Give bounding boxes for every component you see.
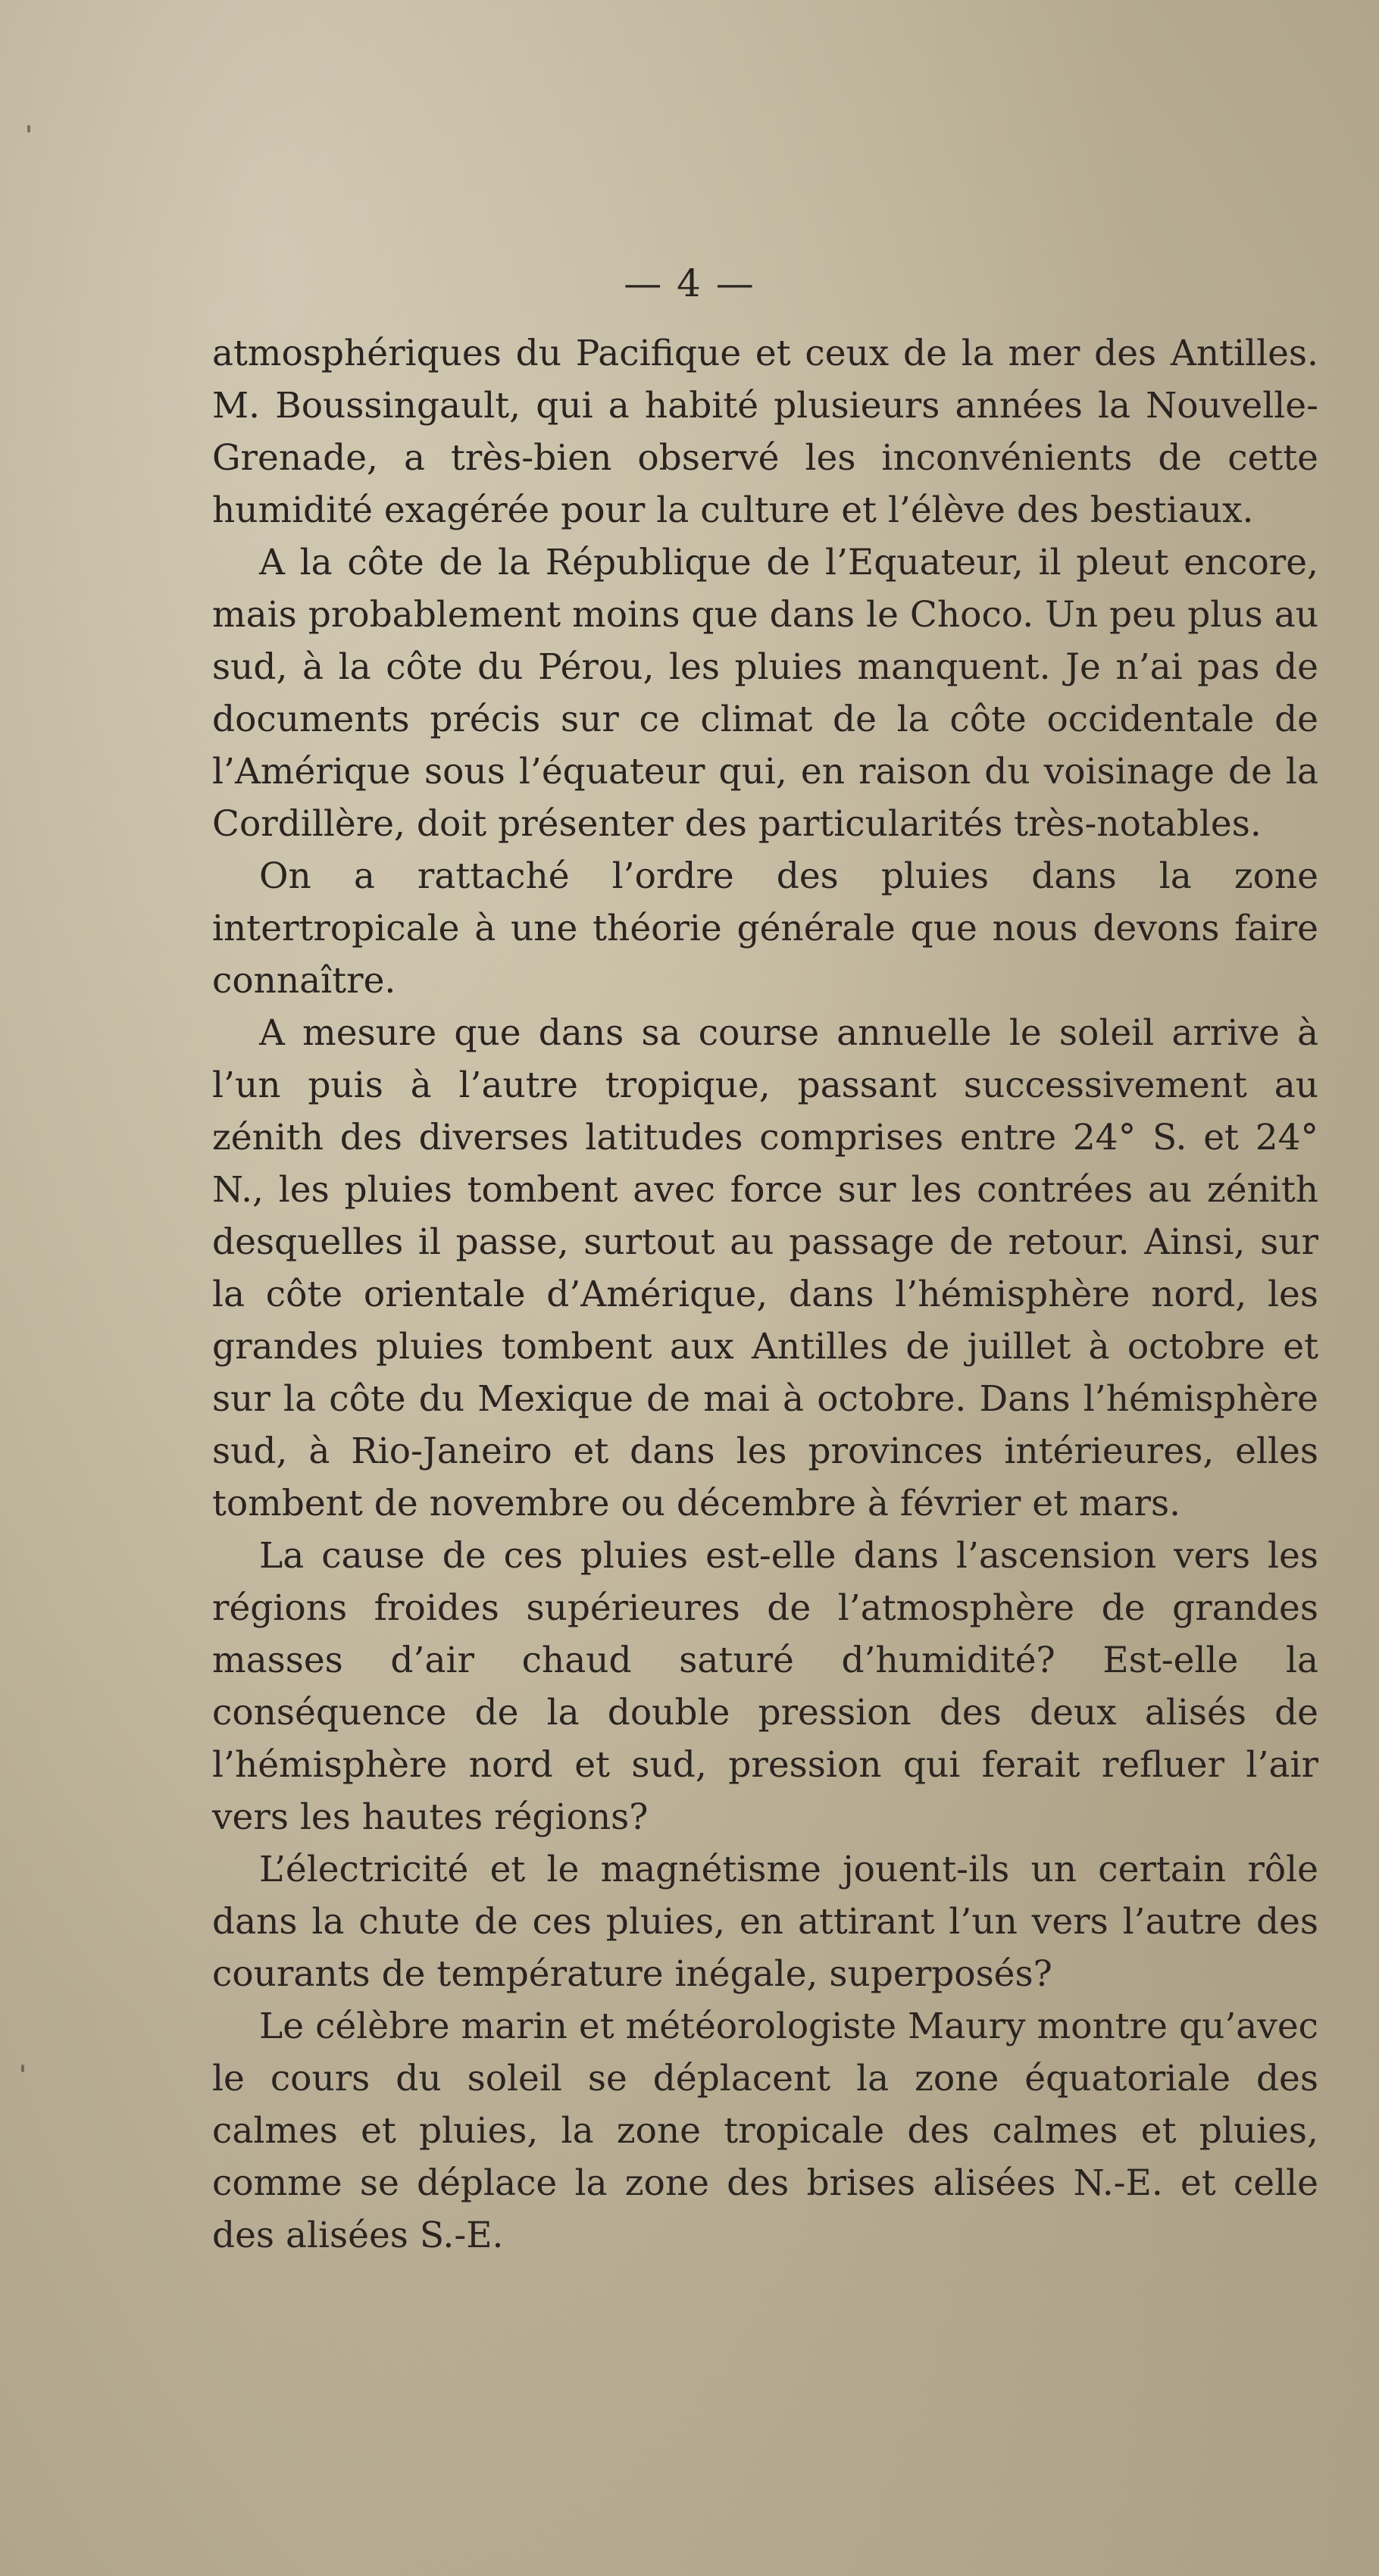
- paragraph: atmosphériques du Pacifique et ceux de la mer des Antilles. M. Boussingault, qui a habité plusieurs années la Nouvelle-Grenade, a très-bien observé les inconvénients de cette humidité exagérée pour la culture et l’élève des bestiaux.: [212, 333, 1318, 531]
- paragraph: A la côte de la République de l’Equateur, il pleut encore, mais probablement moins que dans le Choco. Un peu plus au sud, à la côte du Pérou, les pluies manquent. Je n’ai pas de documents précis sur ce climat de la côte occidentale de l’Amérique sous l’équateur qui, en raison du voisinage de la Cordillère, doit présenter des particularités très-notables.: [212, 542, 1318, 845]
- scan-speck: [27, 125, 30, 133]
- page-number: — 4 —: [624, 261, 755, 305]
- body-text: [212, 327, 1318, 2262]
- scan-speck: [21, 2065, 24, 2072]
- paragraph: L’électricité et le magnétisme jouent-ils un certain rôle dans la chute de ces pluies, en attirant l’un vers l’autre des courants de température inégale, superposés?: [212, 1849, 1318, 1995]
- paragraph: A mesure que dans sa course annuelle le soleil arrive à l’un puis à l’autre tropique, passant successivement au zénith des diverses latitudes comprises entre 24° S. et 24° N., les pluies tombent avec force sur les contrées au zénith desquelles il passe, surtout au passage de retour. Ainsi, sur la côte orientale d’Amérique, dans l’hémisphère nord, les grandes pluies tombent aux Antilles de juillet à octobre et sur la côte du Mexique de mai à octobre. Dans l’hémisphère sud, à Rio-Janeiro et dans les provinces intérieures, elles tombent de novembre ou décembre à février et mars.: [212, 1012, 1318, 1524]
- paragraph: La cause de ces pluies est-elle dans l’ascension vers les régions froides supérieures de l’atmosphère de grandes masses d’air chaud saturé d’humidité? Est-elle la conséquence de la double pression des deux alisés de l’hémisphère nord et sud, pression qui ferait refluer l’air vers les hautes régions?: [212, 1535, 1318, 1838]
- paragraph: On a rattaché l’ordre des pluies dans la zone intertropicale à une théorie générale que nous devons faire connaître.: [212, 855, 1318, 1002]
- paragraph: Le célèbre marin et météorologiste Maury montre qu’avec le cours du soleil se déplacent la zone équatoriale des calmes et pluies, la zone tropicale des calmes et pluies, comme se déplace la zone des brises alisées N.-E. et celle des alisées S.-E.: [212, 2005, 1318, 2256]
